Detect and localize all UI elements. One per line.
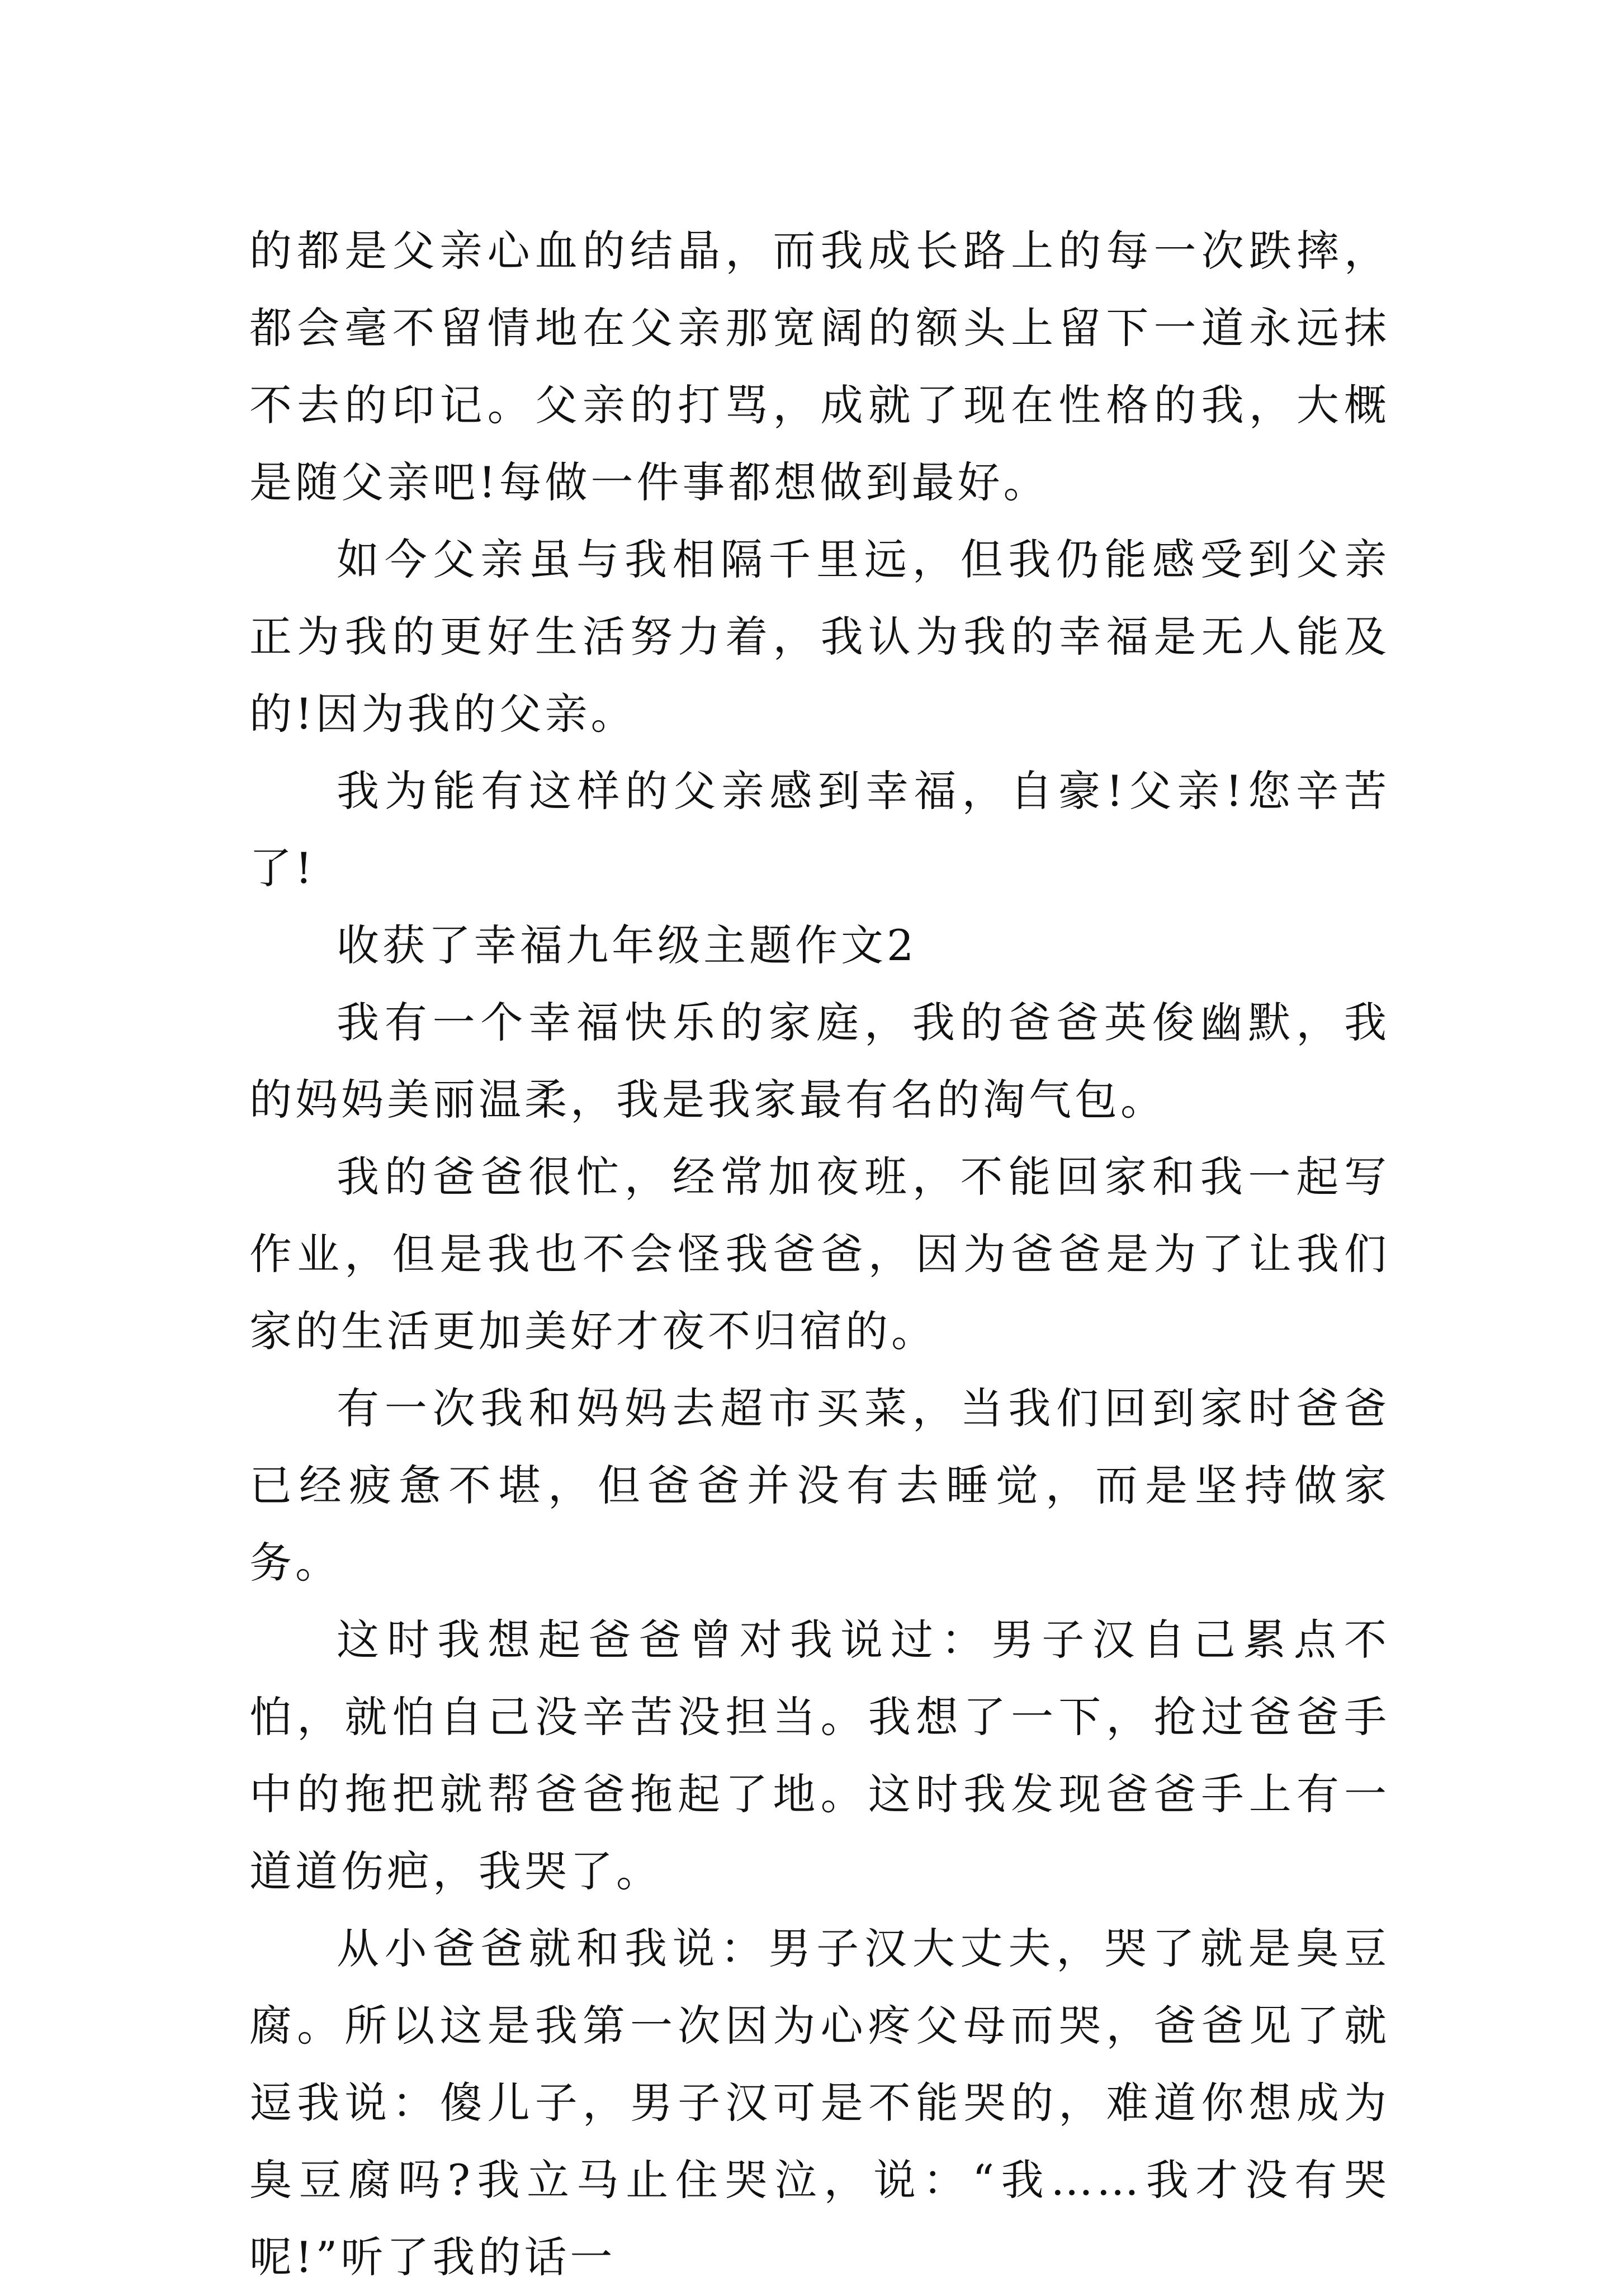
paragraph: 我的爸爸很忙，经常加夜班，不能回家和我一起写作业，但是我也不会怪我爸爸，因为爸爸是为了让我们家的生活更加美好才夜不归宿的。: [249, 1152, 1390, 1356]
paragraph: 我有一个幸福快乐的家庭，我的爸爸英俊幽默，我的妈妈美丽温柔，我是我家最有名的淘气包。: [249, 998, 1390, 1125]
paragraph: 如今父亲虽与我相隔千里远，但我仍能感受到父亲正为我的更好生活努力着，我认为我的幸福是无人能及的!因为我的父亲。: [249, 535, 1390, 739]
document-body: [249, 212, 1390, 2296]
section-title: 收获了幸福九年级主题作文2: [337, 920, 917, 970]
paragraph: 这时我想起爸爸曾对我说过：男子汉自己累点不怕，就怕自己没辛苦没担当。我想了一下，抢过爸爸手中的拖把就帮爸爸拖起了地。这时我发现爸爸手上有一道道伤疤，我哭了。: [249, 1615, 1390, 1896]
paragraph: 我为能有这样的父亲感到幸福，自豪!父亲!您辛苦了!: [249, 766, 1390, 893]
paragraph-truncated: 从小爸爸就和我说：男子汉大丈夫，哭了就是臭豆腐。所以这是我第一次因为心疼父母而哭，爸爸见了就逗我说：傻儿子，男子汉可是不能哭的，难道你想成为臭豆腐吗?我立马止住哭泣，说：“我……我才没有哭呢!”听了我的话一: [249, 1924, 1390, 2282]
paragraph: 有一次我和妈妈去超市买菜，当我们回到家时爸爸已经疲惫不堪，但爸爸并没有去睡觉，而是坚持做家务。: [249, 1383, 1390, 1588]
paragraph-continued: 的都是父亲心血的结晶，而我成长路上的每一次跌摔，都会毫不留情地在父亲那宽阔的额头上留下一道永远抹不去的印记。父亲的打骂，成就了现在性格的我，大概是随父亲吧!每做一件事都想做到最好。: [249, 226, 1390, 507]
